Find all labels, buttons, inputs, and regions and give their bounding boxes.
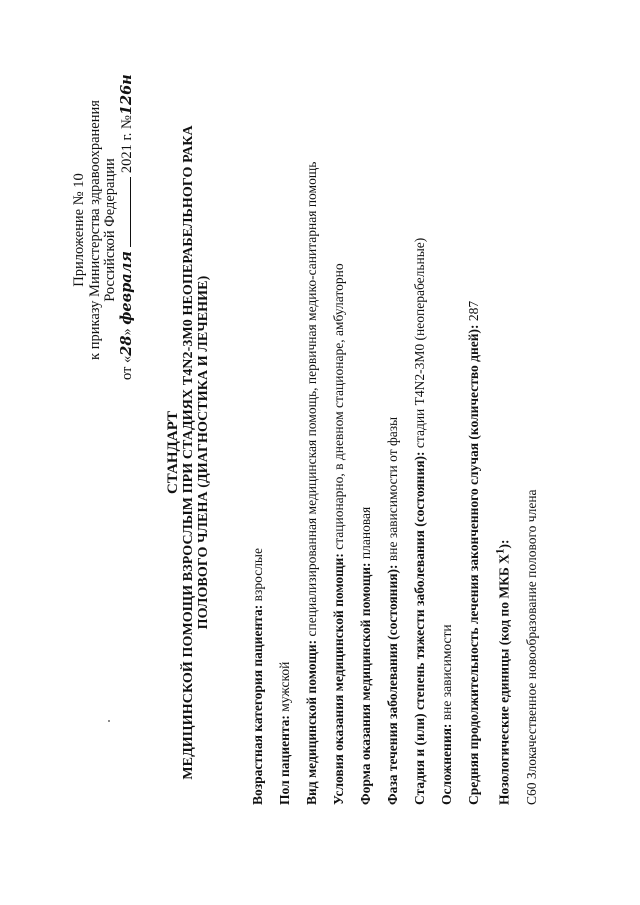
title-standard: СТАНДАРТ xyxy=(165,410,181,495)
handwritten-order-number: 126н xyxy=(117,74,135,116)
field-care-type: Вид медицинской помощи: специализированная медицинская помощь, первичная медико-санитарная помощь xyxy=(304,161,319,805)
field-complications: Осложнения: вне зависимости xyxy=(439,624,454,805)
field-age-category: Возрастная категория пациента: взрослые xyxy=(250,548,265,805)
standard-fields xyxy=(244,45,545,805)
field-care-form: Форма оказания медицинской помощи: плановая xyxy=(358,506,373,805)
date-prefix: от « xyxy=(118,355,135,380)
handwritten-month: февраля xyxy=(117,251,135,325)
date-underline xyxy=(130,177,131,247)
handwritten-day: 28 xyxy=(117,335,135,356)
document-title xyxy=(166,0,211,905)
field-disease-stage: Стадия и (или) степень тяжести заболевания (состояния): стадии T4N2-3M0 (неоперабельные) xyxy=(412,237,427,805)
field-patient-sex: Пол пациента: мужской xyxy=(277,661,292,805)
field-disease-phase: Фаза течения заболевания (состояния): вне зависимости от фазы xyxy=(385,416,400,805)
scan-speck xyxy=(108,720,110,722)
field-care-conditions: Условия оказания медицинской помощи: стационарно, в дневном стационаре, амбулаторно xyxy=(331,263,346,805)
appendix-header xyxy=(71,74,135,380)
date-year: 2021 г. № xyxy=(118,115,135,174)
order-ministry: к приказу Министерства здравоохранения xyxy=(86,100,103,360)
field-nosology-header: Нозологические единицы (код по МКБ $X^1$): xyxy=(494,539,512,805)
appendix-number: Приложение № 10 xyxy=(71,173,87,287)
nosology-item: C60 Злокачественное новообразование полового члена xyxy=(523,489,539,805)
title-line-2: МЕДИЦИНСКОЙ ПОМОЩИ ВЗРОСЛЫМ ПРИ СТАДИЯХ T4N2-3M0 НЕОПЕРАБЕЛЬНОГО РАКА xyxy=(181,125,196,780)
footnote-marker: 1 xyxy=(494,548,506,555)
order-country: Российской Федерации xyxy=(102,158,118,302)
field-treatment-duration: Средняя продолжительность лечения законченного случая (количество дней): 287 xyxy=(466,300,481,805)
order-date-line: от «28» февраля2021 г. №126н xyxy=(117,74,135,380)
title-line-3: ПОЛОВОГО ЧЛЕНА (ДИАГНОСТИКА И ЛЕЧЕНИЕ) xyxy=(196,275,211,630)
